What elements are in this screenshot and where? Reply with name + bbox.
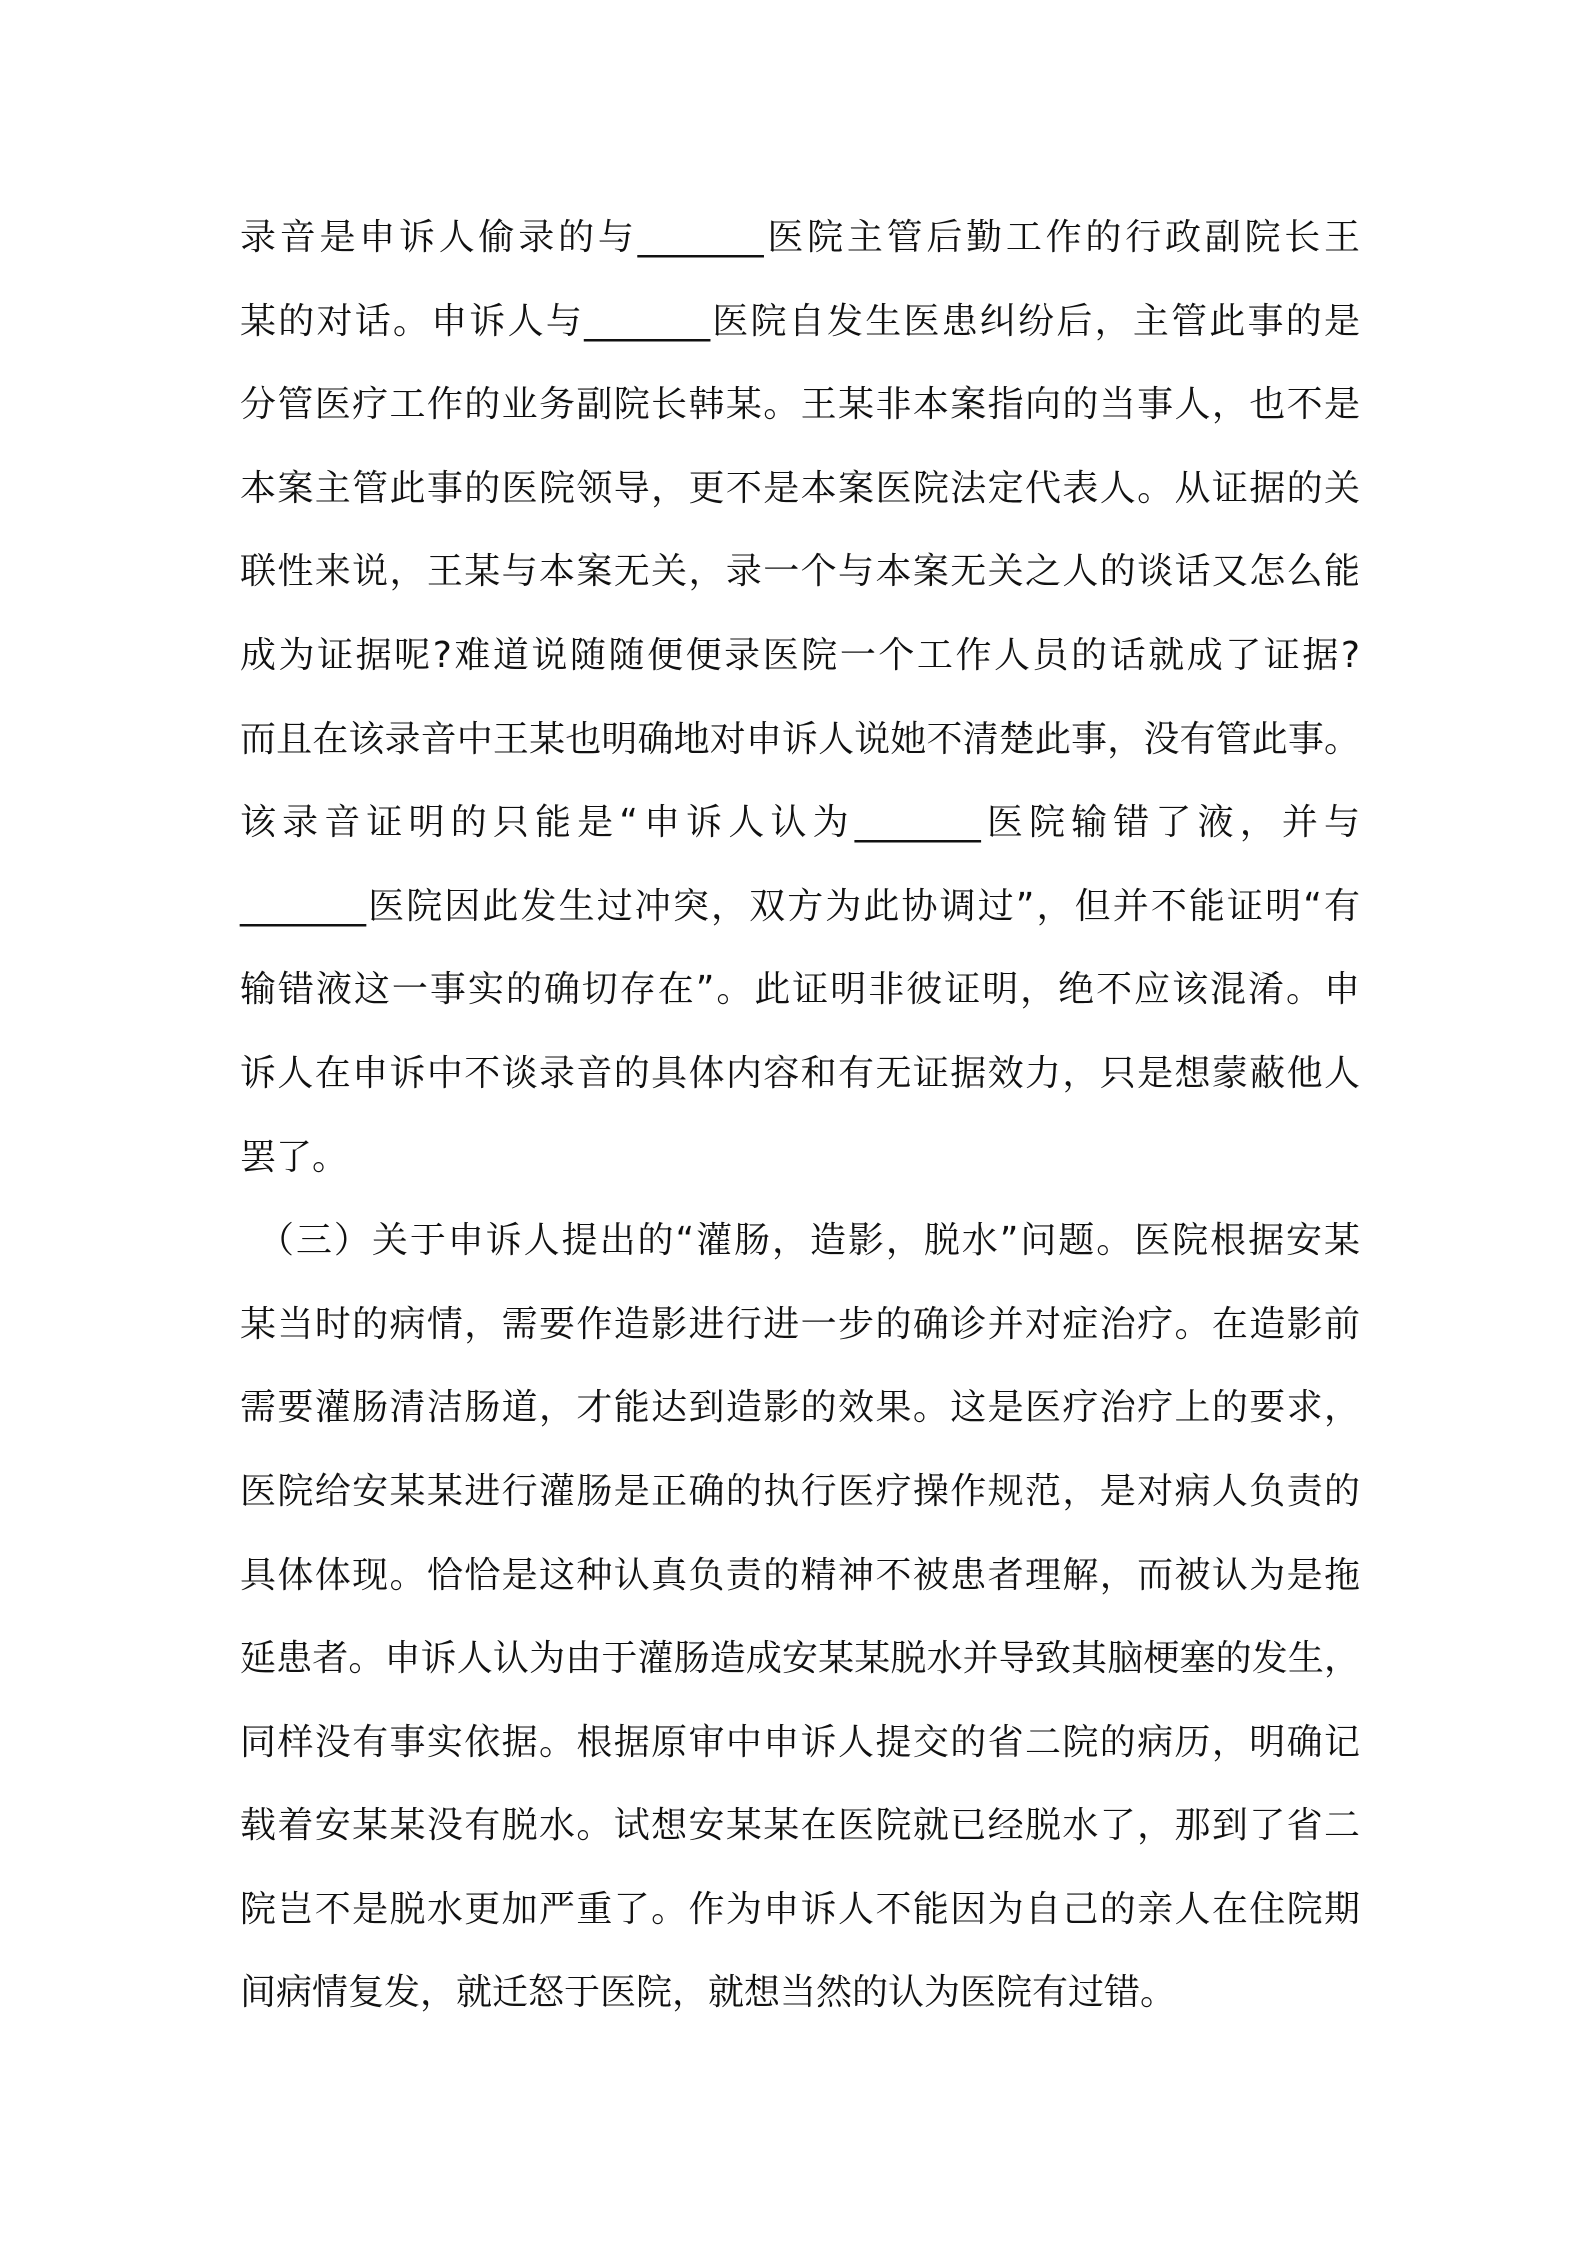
text-line: 输错液这一事实的确切存在”。此证明非彼证明，绝不应该混淆。申 [240, 969, 1360, 1011]
text-line: 而且在该录音中王某也明确地对申诉人说她不清楚此事，没有管此事。 [240, 718, 1360, 760]
section-heading-line: （三）关于申诉人提出的“灌肠，造影，脱水”问题。医院根据安某 [258, 1220, 1360, 1262]
text-line: 某当时的病情，需要作造影进行进一步的确诊并对症治疗。在造影前 [240, 1303, 1360, 1345]
text-line: 医院给安某某进行灌肠是正确的执行医疗操作规范，是对病人负责的 [240, 1470, 1360, 1512]
document-body [240, 196, 1360, 2035]
text-line-paragraph-end: 罢了。 [240, 1136, 349, 1178]
text-line: 录音是申诉人偷录的与_______医院主管后勤工作的行政副院长王 [240, 217, 1360, 258]
text-line: 联性来说，王某与本案无关，录一个与本案无关之人的谈话又怎么能 [240, 551, 1360, 593]
text-line: 成为证据呢?难道说随随便便录医院一个工作人员的话就成了证据? [240, 634, 1360, 676]
text-line: 同样没有事实依据。根据原审中申诉人提交的省二院的病历，明确记 [240, 1721, 1360, 1763]
text-line: 该录音证明的只能是“申诉人认为_______医院输错了液，并与 [240, 802, 1360, 844]
text-line: 本案主管此事的医院领导，更不是本案医院法定代表人。从证据的关 [240, 467, 1360, 509]
text-line: 载着安某某没有脱水。试想安某某在医院就已经脱水了，那到了省二 [240, 1805, 1360, 1847]
text-line: 院岂不是脱水更加严重了。作为申诉人不能因为自己的亲人在住院期 [240, 1888, 1360, 1930]
text-line: 延患者。申诉人认为由于灌肠造成安某某脱水并导致其脑梗塞的发生， [240, 1638, 1360, 1680]
text-line: _______医院因此发生过冲突，双方为此协调过”，但并不能证明“有 [240, 885, 1360, 927]
text-line: 分管医疗工作的业务副院长韩某。王某非本案指向的当事人，也不是 [240, 384, 1360, 426]
text-line: 诉人在申诉中不谈录音的具体内容和有无证据效力，只是想蒙蔽他人 [240, 1052, 1360, 1094]
text-line: 某的对话。申诉人与_______医院自发生医患纠纷后，主管此事的是 [240, 300, 1360, 342]
text-line-paragraph-end: 间病情复发，就迁怒于医院，就想当然的认为医院有过错。 [240, 1972, 1177, 2014]
text-line: 具体体现。恰恰是这种认真负责的精神不被患者理解，而被认为是拖 [240, 1554, 1360, 1596]
text-line: 需要灌肠清洁肠道，才能达到造影的效果。这是医疗治疗上的要求， [240, 1387, 1360, 1429]
